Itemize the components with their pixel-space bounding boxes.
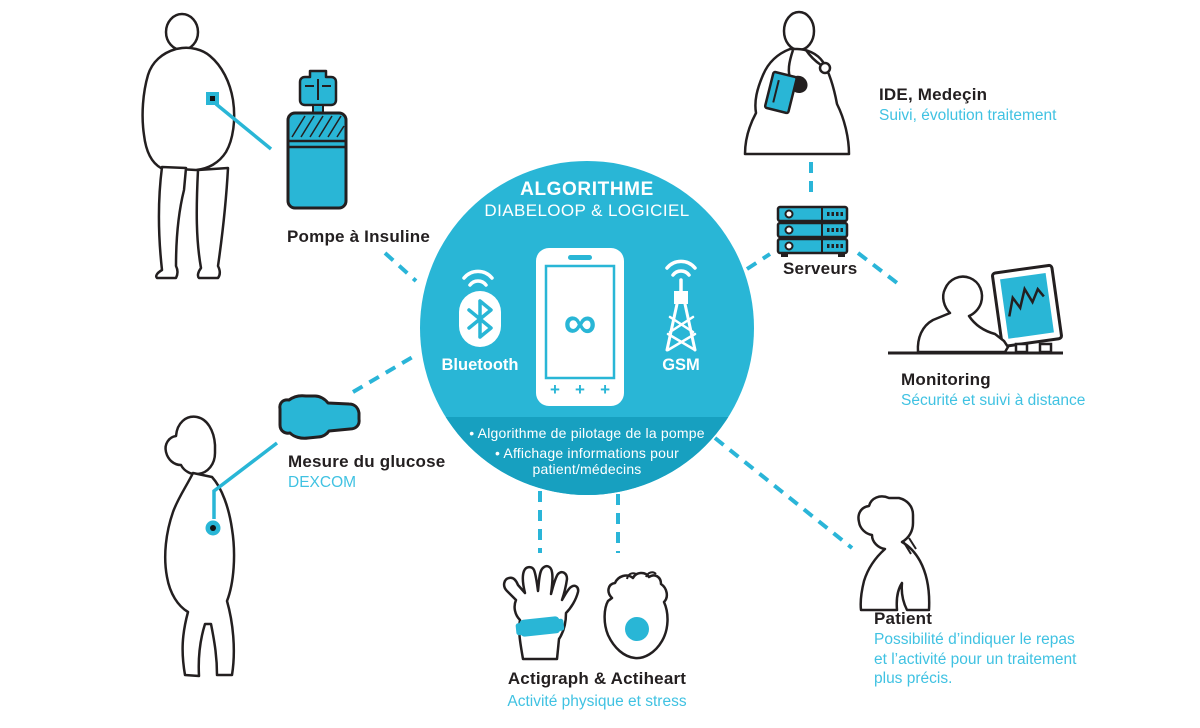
plus-symbols (550, 380, 610, 400)
patient-sublabel-line3: plus précis. (874, 670, 953, 687)
connector-circle-patient (715, 438, 852, 548)
gsm-label: GSM (662, 356, 700, 374)
insulin-pump-icon (288, 71, 346, 208)
woman-figure (165, 417, 234, 676)
infinity-symbol: ∞ (563, 296, 597, 348)
connector-glucose-circle (353, 355, 416, 392)
monitor-icon (992, 265, 1062, 347)
glucose-sublabel: DEXCOM (288, 474, 357, 491)
pump-label: Pompe à Insuline (287, 227, 431, 246)
actigraph-label: Actigraph & Actiheart (507, 669, 687, 688)
man-figure (143, 14, 235, 278)
actiheart-icon (605, 572, 668, 658)
plus-symbol: + (600, 380, 610, 399)
doctor-figure (745, 12, 849, 154)
monitoring-sublabel: Sécurité et suivi à distance (901, 392, 1086, 409)
connector-servers-monitoring (858, 253, 901, 286)
actigraph-sublabel: Activité physique et stress (507, 693, 687, 710)
servers-label: Serveurs (783, 259, 858, 278)
doctor-label: IDE, Medeçin (879, 85, 988, 104)
glucose-label: Mesure du glucose (288, 452, 446, 471)
circle-bullet-1: • Algorithme de pilotage de la pompe (469, 425, 705, 441)
connector-pump-circle (385, 253, 416, 281)
circle-bullet-3: patient/médecins (532, 461, 642, 477)
plus-symbol: + (550, 380, 560, 399)
monitoring-figure (888, 265, 1063, 353)
actigraph-hand-icon (504, 566, 578, 659)
circle-title-line2: DIABELOOP & LOGICIEL (484, 201, 690, 220)
circle-bullet-2: • Affichage informations pour (495, 445, 679, 461)
patient-figure (858, 496, 929, 610)
patient-sublabel-line1: Possibilité d’indiquer le repas (874, 631, 1075, 648)
doctor-sublabel: Suivi, évolution traitement (879, 107, 1057, 124)
patient-sublabel-line2: et l’activité pour un traitement (874, 650, 1077, 668)
bluetooth-label: Bluetooth (441, 356, 519, 374)
glucose-wire (206, 443, 278, 536)
circle-title-line1: ALGORITHME (520, 179, 654, 200)
patient-sublabel (874, 630, 1076, 689)
servers-icon (778, 207, 847, 257)
plus-symbol: + (575, 380, 585, 399)
glucose-sensor-icon (280, 396, 359, 439)
connector-servers-circle (747, 254, 770, 269)
monitoring-label: Monitoring (901, 370, 991, 389)
patient-label: Patient (874, 609, 933, 628)
